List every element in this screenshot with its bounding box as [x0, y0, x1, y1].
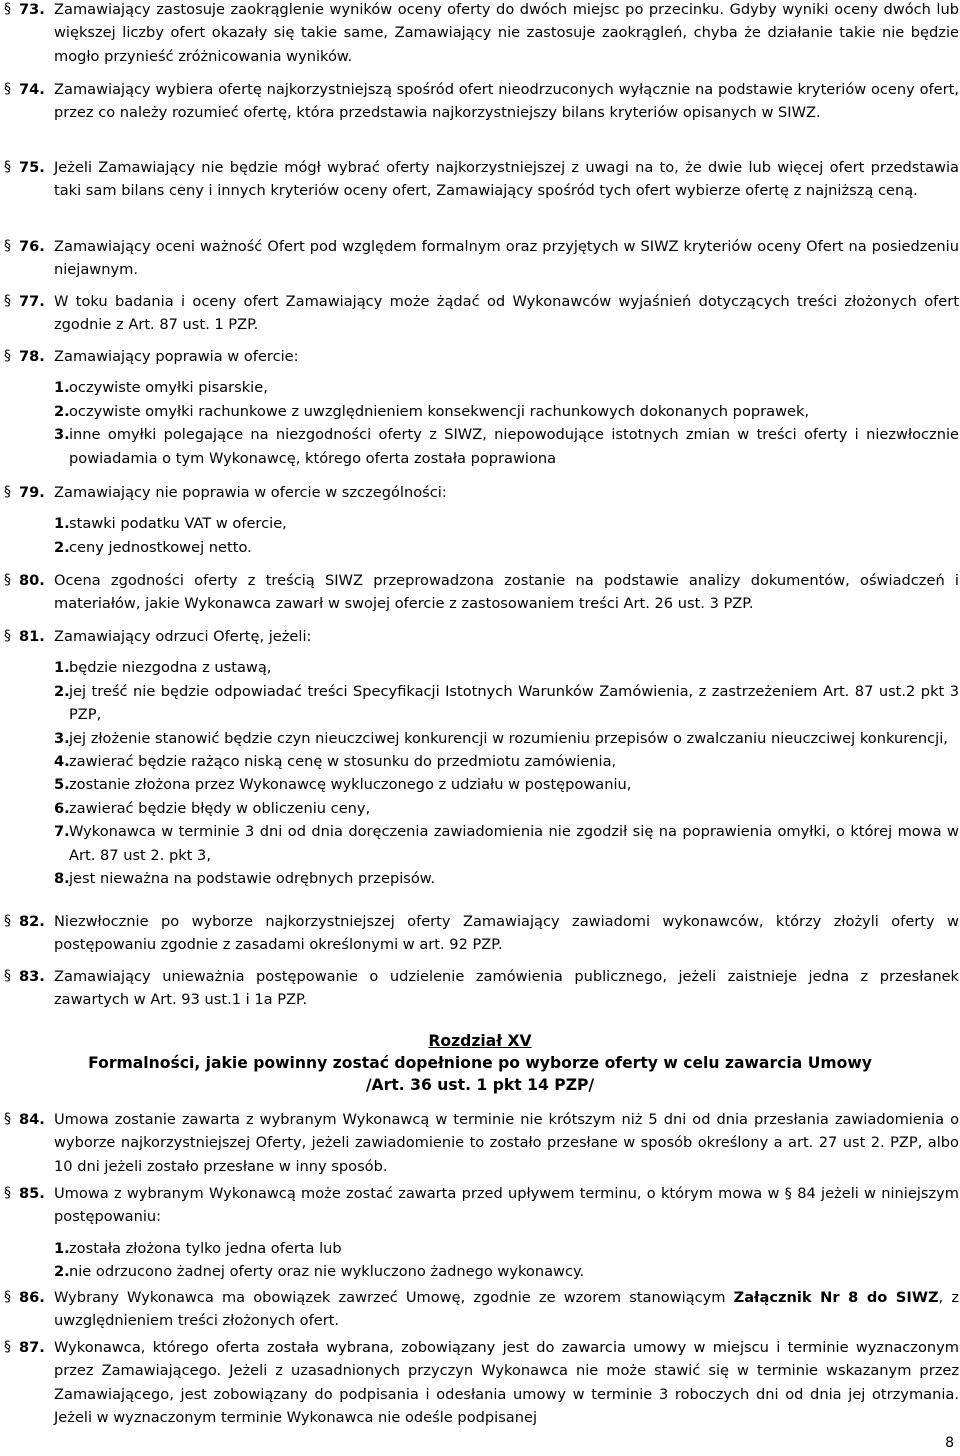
item-number: 8.	[54, 870, 70, 888]
item-text: Wykonawca w terminie 3 dni od dnia doręczenia zawiadomienia nie zgodził się na poprawienia omyłki, o której mowa w Art. 87 ust 2. pkt 3,	[69, 823, 959, 864]
list-item	[4, 536, 959, 559]
section-number: 83.	[19, 968, 45, 985]
chapter-reference: /Art. 36 ust. 1 pkt 14 PZP/	[365, 1076, 595, 1095]
section-number: 82.	[19, 913, 45, 930]
list-item	[4, 512, 959, 535]
section-80	[4, 569, 959, 616]
item-text: jej złożenie stanowić będzie czyn nieuczciwej konkurencji w rozumieniu przepisów o zwalczaniu nieuczciwej konkurencji,	[69, 729, 948, 747]
section-text: Zamawiający wybiera ofertę najkorzystniejszą spośród ofert nieodrzuconych wyłącznie na podstawie kryteriów oceny ofert, przez co należy rozumieć ofertę, która przedstawia najkorzystniejszy bilans kryteriów opisanych w SIWZ.	[54, 81, 959, 122]
section-84	[4, 1108, 959, 1178]
item-text: jest nieważna na podstawie odrębnych przepisów.	[69, 870, 436, 888]
list-item	[4, 750, 959, 773]
item-text: stawki podatku VAT w ofercie,	[69, 515, 287, 533]
paragraph-sign-icon: §	[4, 81, 11, 97]
paragraph-sign-icon: §	[4, 293, 11, 309]
list-item	[4, 400, 959, 423]
item-number: 2.	[54, 538, 70, 556]
item-number: 4.	[54, 753, 70, 771]
paragraph-sign-icon: §	[4, 238, 11, 254]
section-78	[4, 345, 959, 470]
item-number: 1.	[54, 1239, 70, 1257]
section-text: Zamawiający nie poprawia w ofercie w szczególności:	[54, 484, 447, 501]
section-text: Zamawiający unieważnia postępowanie o udzielenie zamówienia publicznego, jeżeli zaistnieje jedna z przesłanek zawartych w Art. 93 ust.1 i 1a PZP.	[54, 968, 959, 1009]
section-87	[4, 1336, 959, 1430]
section-85	[4, 1182, 959, 1284]
item-text: została złożona tylko jedna oferta lub	[69, 1239, 342, 1257]
item-text: nie odrzucono żadnej oferty oraz nie wykluczono żadnego wykonawcy.	[69, 1263, 585, 1281]
section-79	[4, 481, 959, 559]
section-text: W toku badania i oceny ofert Zamawiający może żądać od Wykonawców wyjaśnień dotyczących treści złożonych ofert zgodnie z Art. 87 ust. 1 PZP.	[54, 293, 959, 334]
section-76	[4, 235, 959, 282]
item-number: 2.	[54, 1263, 70, 1281]
item-number: 1.	[54, 515, 70, 533]
paragraph-sign-icon: §	[4, 968, 11, 984]
section-text	[54, 1286, 959, 1333]
section-number: 73.	[19, 1, 45, 18]
chapter-heading	[0, 1030, 960, 1097]
section-number: 84.	[19, 1111, 45, 1128]
list-item	[4, 423, 959, 470]
paragraph-sign-icon: §	[4, 1289, 11, 1305]
paragraph-sign-icon: §	[4, 159, 11, 175]
item-text: zostanie złożona przez Wykonawcę wykluczonego z udziału w postępowaniu,	[69, 776, 632, 794]
section-86	[4, 1286, 959, 1333]
list-item	[4, 773, 959, 796]
section-text: Zamawiający poprawia w ofercie:	[54, 348, 299, 365]
section-text-end: , z uwzględnieniem treści złożonych ofert.	[54, 1289, 959, 1330]
item-text: ceny jednostkowej netto.	[69, 538, 252, 556]
sublist	[4, 1237, 959, 1284]
section-number: 76.	[19, 238, 45, 255]
section-75	[4, 156, 959, 203]
section-number: 80.	[19, 572, 45, 589]
section-text: Niezwłocznie po wyborze najkorzystniejszej oferty Zamawiający zawiadomi wykonawców, którzy złożyli oferty w postępowaniu zgodnie z zasadami określonymi w art. 92 PZP.	[54, 913, 959, 954]
list-item	[4, 656, 959, 679]
item-text: oczywiste omyłki pisarskie,	[69, 379, 268, 397]
section-number: 85.	[19, 1185, 45, 1202]
list-item	[4, 376, 959, 399]
section-number: 78.	[19, 348, 45, 365]
item-text: oczywiste omyłki rachunkowe z uwzględnieniem konsekwencji rachunkowych dokonanych poprawek,	[69, 402, 810, 420]
item-text: jej treść nie będzie odpowiadać treści Specyfikacji Istotnych Warunków Zamówienia, z zastrzeżeniem Art. 87 ust.2 pkt 3 PZP,	[69, 682, 959, 724]
chapter-subtitle: Formalności, jakie powinny zostać dopełnione po wyborze oferty w celu zawarcia Umowy	[88, 1054, 872, 1073]
section-number: 87.	[19, 1339, 45, 1356]
section-74	[4, 78, 959, 125]
paragraph-sign-icon: §	[4, 1339, 11, 1355]
item-number: 3.	[54, 426, 70, 444]
item-number: 5.	[54, 776, 70, 794]
section-text: Umowa z wybranym Wykonawcą może zostać zawarta przed upływem terminu, o którym mowa w § 84 jeżeli w niniejszym postępowaniu:	[54, 1185, 959, 1226]
paragraph-sign-icon: §	[4, 1, 11, 17]
section-number: 77.	[19, 293, 45, 310]
section-text: Jeżeli Zamawiający nie będzie mógł wybrać oferty najkorzystniejszej z uwagi na to, że dwie lub więcej ofert przedstawia taki sam bilans ceny i innych kryteriów oceny ofert, Zamawiający spośród tych ofert wybierze ofertę z najniższą ceną.	[54, 159, 959, 200]
item-number: 7.	[54, 823, 70, 841]
item-number: 1.	[54, 659, 70, 677]
item-number: 2.	[54, 402, 70, 420]
section-number: 74.	[19, 81, 45, 98]
sublist	[4, 376, 959, 470]
section-number: 86.	[19, 1289, 45, 1306]
section-text-start: Wybrany Wykonawca ma obowiązek zawrzeć Umowę, zgodnie ze wzorem stanowiącym	[54, 1289, 734, 1306]
paragraph-sign-icon: §	[4, 484, 11, 500]
section-text: Umowa zostanie zawarta z wybranym Wykonawcą w terminie nie krótszym niż 5 dni od dnia przesłania zawiadomienia o wyborze najkorzystniejszej Oferty, jeżeli zawiadomienie to zostało przesłane w sposób określony a art. 27 ust 2. PZP, albo 10 dni jeżeli zostało przesłane w inny sposób.	[54, 1111, 959, 1175]
chapter-title: Rozdział XV	[428, 1032, 532, 1050]
section-number: 75.	[19, 159, 45, 176]
list-item	[4, 797, 959, 820]
page-number: 8	[945, 1435, 954, 1451]
section-83	[4, 965, 959, 1012]
list-item	[4, 867, 959, 890]
sublist	[4, 512, 959, 559]
item-text: inne omyłki polegające na niezgodności oferty z SIWZ, niepowodujące istotnych zmian w treści oferty i niezwłocznie powiadamia o tym Wykonawcę, którego oferta została poprawiona	[69, 426, 959, 467]
section-text: Ocena zgodności oferty z treścią SIWZ przeprowadzona zostanie na podstawie analizy dokumentów, oświadczeń i materiałów, jakie Wykonawca zawarł w swojej ofercie z zastosowaniem treści Art. 26 ust. 3 PZP.	[54, 572, 959, 613]
section-text: Zamawiający zastosuje zaokrąglenie wyników oceny oferty do dwóch miejsc po przecinku. Gdyby wyniki oceny dwóch lub większej liczby ofert okazały się takie same, Zamawiający nie zastosuje zaokrągleń, chyba że działanie takie nie będzie mogło przynieść zróżnicowania wyników.	[54, 1, 959, 65]
item-text: będzie niezgodna z ustawą,	[69, 659, 272, 677]
list-item	[4, 680, 959, 727]
list-item	[4, 727, 959, 750]
list-item	[4, 820, 959, 867]
section-number: 79.	[19, 484, 45, 501]
item-number: 1.	[54, 379, 70, 397]
paragraph-sign-icon: §	[4, 572, 11, 588]
sublist	[4, 656, 959, 890]
section-text: Zamawiający odrzuci Ofertę, jeżeli:	[54, 628, 312, 645]
item-number: 6.	[54, 799, 70, 817]
item-number: 3.	[54, 729, 70, 747]
paragraph-sign-icon: §	[4, 1185, 11, 1201]
item-text: zawierać będzie rażąco niską cenę w stosunku do przedmiotu zamówienia,	[69, 753, 617, 771]
paragraph-sign-icon: §	[4, 348, 11, 364]
section-81	[4, 625, 959, 890]
list-item	[4, 1260, 959, 1283]
list-item	[4, 1237, 959, 1260]
paragraph-sign-icon: §	[4, 628, 11, 644]
paragraph-sign-icon: §	[4, 913, 11, 929]
item-text: zawierać będzie błędy w obliczeniu ceny,	[69, 799, 371, 817]
item-number: 2.	[54, 682, 70, 700]
section-text: Zamawiający oceni ważność Ofert pod względem formalnym oraz przyjętych w SIWZ kryteriów oceny Ofert na posiedzeniu niejawnym.	[54, 238, 959, 279]
attachment-reference: Załącznik Nr 8 do SIWZ	[733, 1289, 939, 1306]
section-77	[4, 290, 959, 337]
section-text: Wykonawca, którego oferta została wybrana, zobowiązany jest do zawarcia umowy w miejscu i terminie wyznaczonym przez Zamawiającego. Jeżeli z uzasadnionych przyczyn Wykonawca nie może stawić się w terminie wskazanym przez Zamawiającego, jest zobowiązany do podpisania i odesłania umowy w terminie 3 roboczych dni od dnia jej otrzymania. Jeżeli w wyznaczonym terminie Wykonawca nie odeśle podpisanej	[54, 1339, 959, 1427]
section-number: 81.	[19, 628, 45, 645]
section-82	[4, 910, 959, 957]
section-73	[4, 0, 959, 68]
paragraph-sign-icon: §	[4, 1111, 11, 1127]
